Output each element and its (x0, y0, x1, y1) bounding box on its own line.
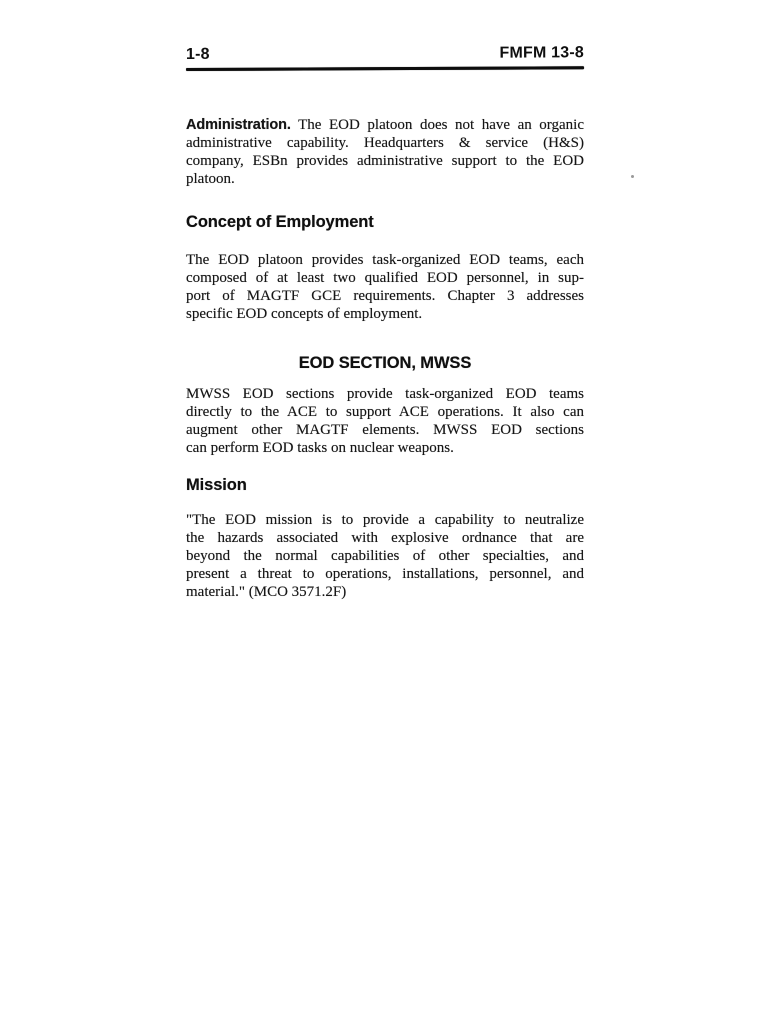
paragraph-concept-of-employment (186, 251, 584, 323)
paragraph-mission (186, 511, 584, 601)
run-in-heading-administration: Administration. (186, 117, 291, 133)
text-line: port of MAGTF GCE requirements. Chapter 3 addresses (186, 288, 584, 304)
header-rule (186, 66, 584, 71)
text-line: MWSS EOD sections provide task-organized EOD teams (186, 386, 584, 402)
heading-eod-section-mwss: EOD SECTION, MWSS (298, 354, 472, 372)
text-line: specific EOD concepts of employment. (186, 306, 423, 322)
paragraph-mwss (186, 385, 584, 457)
text-line: material." (MCO 3571.2F) (186, 584, 347, 600)
text-run: The EOD platoon does not have an organic (298, 117, 585, 133)
page-header (186, 44, 584, 71)
text-line: "The EOD mission is to provide a capability to neutralize (186, 512, 584, 528)
text-line: The EOD platoon provides task-organized EOD teams, each (186, 252, 584, 268)
heading-mission: Mission (186, 476, 247, 494)
heading-concept-of-employment: Concept of Employment (186, 213, 374, 231)
text-line: composed of at least two qualified EOD personnel, in sup- (186, 270, 584, 286)
text-line: platoon. (186, 171, 235, 187)
text-line: beyond the normal capabilities of other specialties, and (186, 548, 584, 564)
text-line: augment other MAGTF elements. MWSS EOD sections (186, 422, 584, 438)
scan-speck-artifact (631, 175, 634, 178)
text-line: the hazards associated with explosive ordnance that are (186, 530, 584, 546)
text-line (186, 116, 584, 134)
text-line: directly to the ACE to support ACE operations. It also can (186, 404, 584, 420)
page-number: 1-8 (185, 45, 210, 63)
text-line: company, ESBn provides administrative support to the EOD (186, 153, 584, 169)
text-line: can perform EOD tasks on nuclear weapons. (186, 440, 454, 456)
text-line: present a threat to operations, installations, personnel, and (186, 566, 584, 582)
text-line: administrative capability. Headquarters & service (H&S) (186, 135, 584, 151)
header-row (186, 44, 584, 64)
paragraph-administration (186, 116, 584, 188)
doc-number: FMFM 13-8 (499, 44, 585, 62)
